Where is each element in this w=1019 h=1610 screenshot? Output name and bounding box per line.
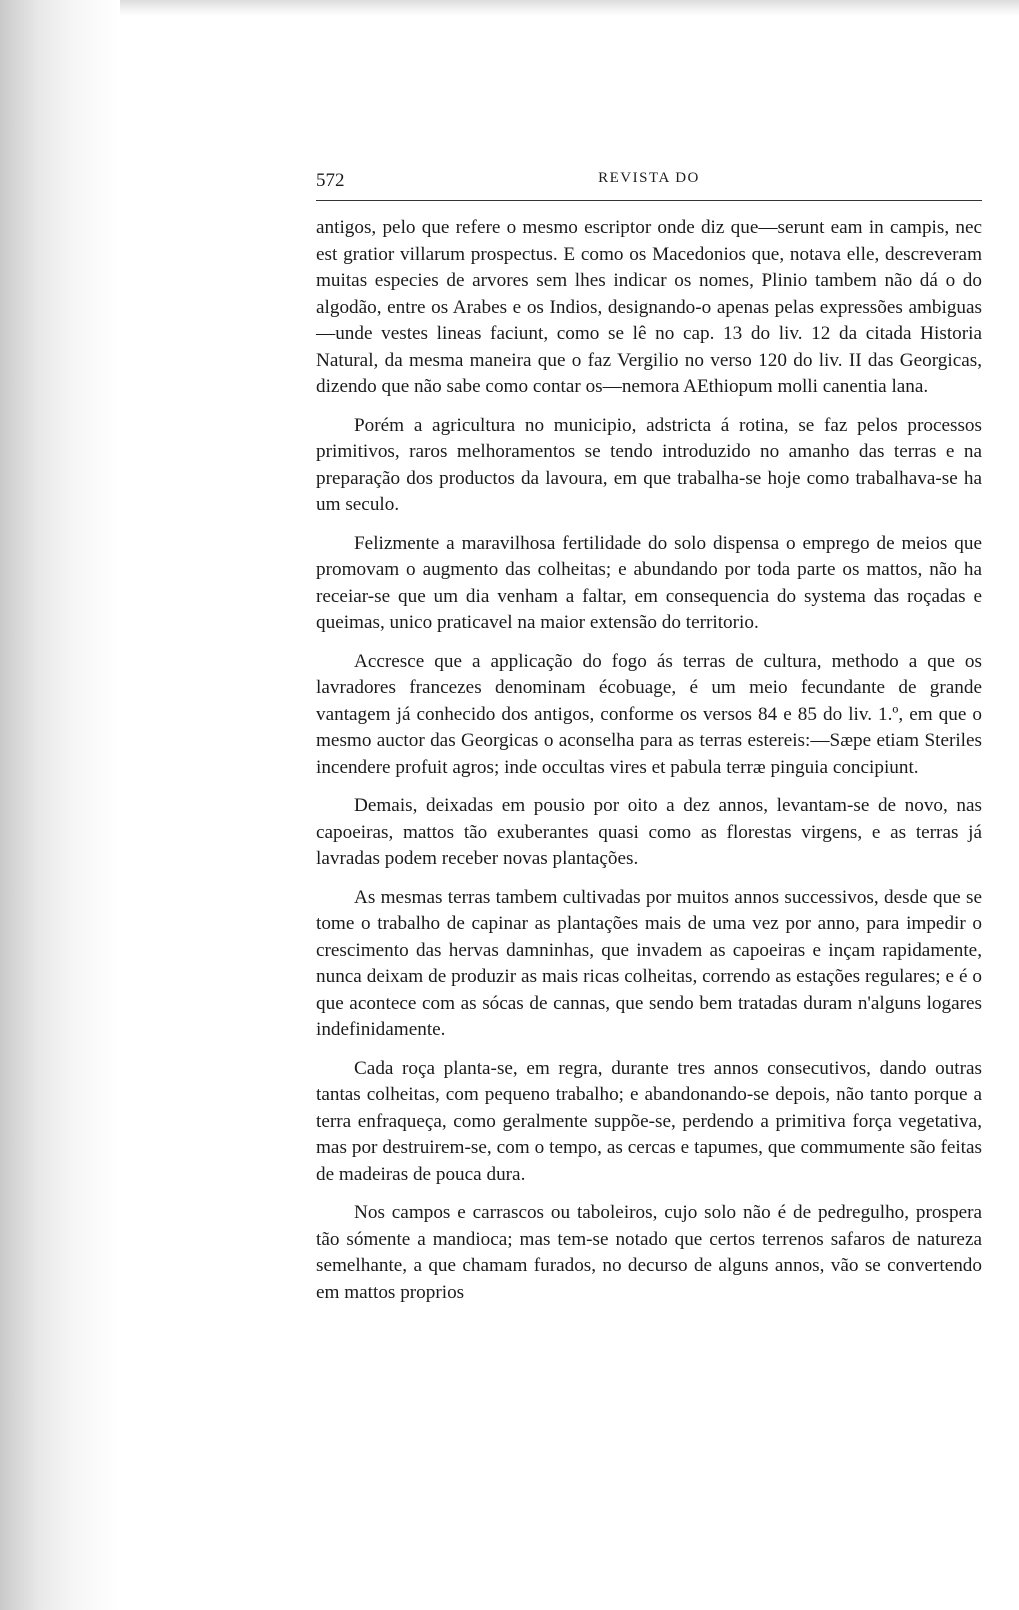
- paragraph-3: Felizmente a maravilhosa fertilidade do solo dispensa o emprego de meios que promovam o augmento das colheitas; e abundando por toda parte os mattos, não ha receiar-se que um dia venham a faltar, em consequencia do systema das roçadas e queimas, unico praticavel na maior extensão do territorio.: [316, 532, 982, 633]
- book-page: [316, 166, 982, 1306]
- paragraph-8: Nos campos e carrascos ou taboleiros, cujo solo não é de pedregulho, prospera tão sómente a mandioca; mas tem-se notado que certos terrenos safaros de natureza semelhante, a que chamam furados, no decurso de alguns annos, vão se convertendo em mattos proprios: [316, 1202, 982, 1303]
- body-text: [316, 215, 982, 1306]
- paragraph-6: As mesmas terras tambem cultivadas por muitos annos successivos, desde que se tome o trabalho de capinar as plantações mais de uma vez por anno, para impedir o crescimento das hervas damninhas, que invadem as capoeiras e inçam rapidamente, nunca deixam de produzir as mais ricas colheitas, correndo as estações regulares; e é o que acontece com as sócas de cannas, que sendo bem tratadas duram n'alguns logares indefinidamente.: [316, 886, 982, 1040]
- paragraph-2: Porém a agricultura no municipio, adstricta á rotina, se faz pelos processos primitivos, raros melhoramentos se tendo introduzido no amanho das terras e na preparação dos productos da lavoura, em que trabalha-se hoje como trabalhava-se ha um seculo.: [316, 414, 982, 515]
- paragraph-1: antigos, pelo que refere o mesmo escriptor onde diz que—serunt eam in campis, nec est gratior villarum prospectus. E como os Macedonios que, notava elle, descreveram muitas especies de arvores sem lhes indicar os nomes, Plinio tambem não dá o do algodão, entre os Arabes e os Indios, designando-o apenas pelas expressões ambiguas—unde vestes lineas faciunt, como se lê no cap. 13 do liv. 12 da citada Historia Natural, da mesma maneira que o faz Vergilio no verso 120 do liv. II das Georgicas, dizendo que não sabe como contar os—nemora AEthiopum molli canentia lana.: [316, 217, 982, 397]
- scan-binding-edge: [0, 0, 120, 1610]
- page-number: 572: [316, 170, 345, 191]
- running-head-title: REVISTA DO: [598, 170, 700, 186]
- paragraph-7: Cada roça planta-se, em regra, durante tres annos consecutivos, dando outras tantas colheitas, com pequeno trabalho; e abandonando-se depois, não tanto porque a terra enfraqueça, como geralmente suppõe-se, perdendo a primitiva força vegetativa, mas por destruirem-se, com o tempo, as cercas e tapumes, que commumente são feitas de madeiras de pouca dura.: [316, 1057, 982, 1185]
- running-head: [316, 166, 982, 194]
- scan-top-edge: [120, 0, 1019, 16]
- paragraph-4: Accresce que a applicação do fogo ás terras de cultura, methodo a que os lavradores francezes denominam écobuage, é um meio fecundante de grande vantagem já conhecido dos antigos, conforme os versos 84 e 85 do liv. 1.º, em que o mesmo auctor das Georgicas o aconselha para as terras estereis:—Sæpe etiam Steriles incendere profuit agros; inde occultas vires et pabula terræ pinguia concipiunt.: [316, 650, 982, 778]
- paragraph-5: Demais, deixadas em pousio por oito a dez annos, levantam-se de novo, nas capoeiras, mattos tão exuberantes quasi como as florestas virgens, e as terras já lavradas podem receber novas plantações.: [316, 795, 982, 869]
- header-rule: [316, 200, 982, 201]
